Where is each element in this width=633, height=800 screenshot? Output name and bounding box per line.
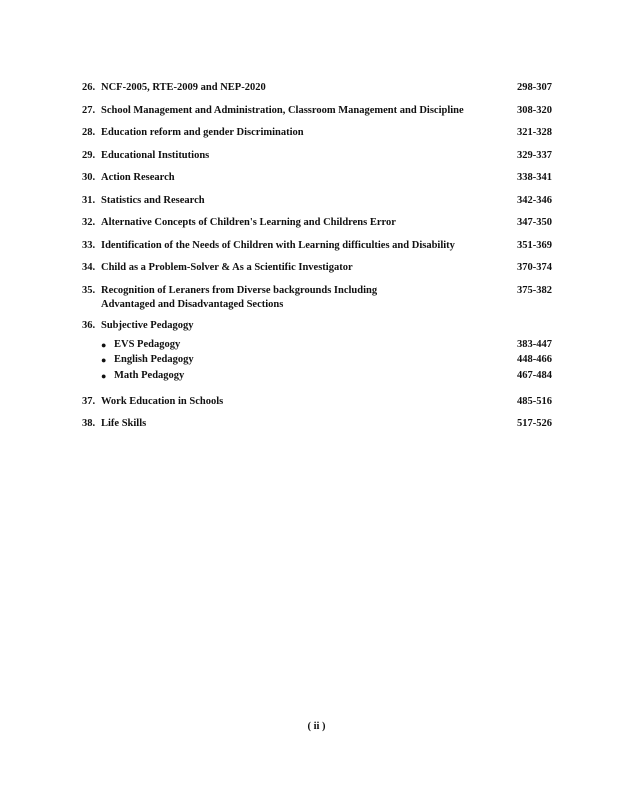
entry-number: 35. [82,284,96,296]
entry-number: 36. [82,319,96,331]
entry-number: 28. [82,127,96,138]
sub-entry-title: EVS Pedagogy [114,338,181,350]
entry-title [101,284,501,312]
entry-pages: 338-341 [517,172,552,183]
subjective-pedagogy-list [82,338,552,385]
entry-title: Identification of the Needs of Children with Learning difficulties and Disability [101,239,455,251]
entry-title-line-2: Advantaged and Disadvantaged Sections [101,298,284,310]
sub-entry-english [82,353,552,369]
entry-title: Educational Institutions [101,149,210,161]
entry-title: Action Research [101,172,175,183]
entry-title-line-1: Recognition of Leraners from Diverse backgrounds Including [101,284,378,296]
sub-entry-math [82,369,552,385]
entry-pages: 370-374 [517,262,552,273]
entry-number: 34. [82,262,96,273]
entry-pages: 351-369 [517,239,552,251]
toc-entry-26 [82,81,552,104]
sub-entry-pages: 467-484 [517,369,552,381]
entry-pages: 329-337 [517,149,552,161]
entry-number: 30. [82,172,96,183]
toc-entry-37 [82,395,552,418]
entry-pages: 321-328 [517,127,552,138]
toc-entry-34 [82,261,552,284]
toc-entry-38 [82,417,552,440]
sub-entry-title: Math Pedagogy [114,369,185,381]
toc-entry-29 [82,149,552,172]
toc-entry-33 [82,239,552,262]
toc-entry-32 [82,216,552,239]
entry-number: 37. [82,395,96,407]
entry-title: Alternative Concepts of Children's Learning and Childrens Error [101,217,396,228]
bullet-icon: ● [101,370,107,381]
sub-entry-pages: 383-447 [517,338,552,350]
entry-title: Work Education in Schools [101,395,224,407]
bullet-icon: ● [101,355,107,366]
toc-entry-28 [82,126,552,149]
entry-title: Education reform and gender Discrimination [101,127,304,138]
toc-entry-27 [82,104,552,127]
entry-number: 38. [82,418,96,430]
page-number: ( ii ) [307,721,326,732]
bullet-icon: ● [101,339,107,350]
toc-entry-36 [82,319,552,338]
sub-entry-evs [82,338,552,354]
entry-pages: 308-320 [517,104,552,116]
toc-entry-30 [82,171,552,194]
entry-pages: 298-307 [517,82,552,93]
entry-title: Child as a Problem-Solver & As a Scientific Investigator [101,262,353,273]
table-of-contents [82,81,552,440]
entry-title: Subjective Pedagogy [101,319,194,331]
entry-pages: 347-350 [517,217,552,228]
toc-entry-35 [82,284,552,319]
entry-number: 27. [82,104,96,116]
entry-number: 33. [82,239,96,251]
toc-entry-31 [82,194,552,217]
entry-pages: 517-526 [517,418,552,430]
entry-number: 29. [82,149,96,161]
sub-entry-pages: 448-466 [517,354,552,366]
entry-pages: 375-382 [517,284,552,296]
entry-title: Life Skills [101,418,147,430]
entry-title: School Management and Administration, Classroom Management and Discipline [101,104,464,116]
entry-number: 32. [82,217,96,228]
entry-pages: 342-346 [517,194,552,206]
sub-entry-title: English Pedagogy [114,354,194,366]
entry-title: NCF-2005, RTE-2009 and NEP-2020 [101,82,266,93]
entry-number: 31. [82,194,96,206]
entry-pages: 485-516 [517,395,552,407]
entry-title: Statistics and Research [101,194,205,206]
entry-number: 26. [82,82,96,93]
